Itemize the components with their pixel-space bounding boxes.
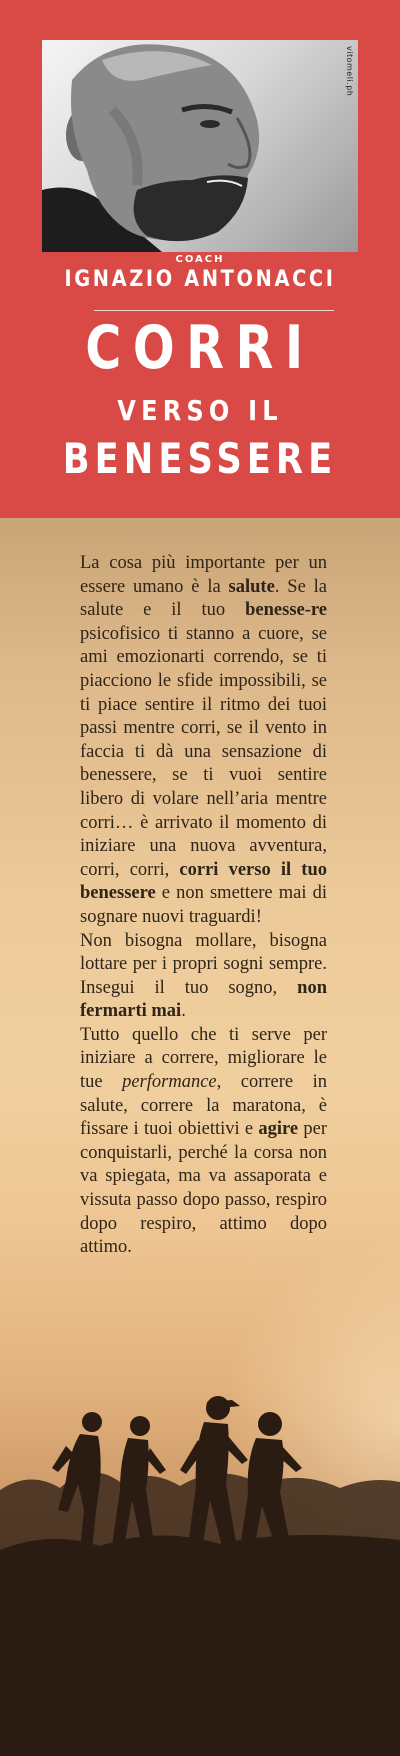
paragraph-3 [80,1024,327,1260]
text-span: Non bisogna mollare, bisogna lottare per i propri sogni sempre. Insegui il tuo sogno, [80,930,327,998]
italic-performance: performance [122,1072,217,1093]
bold-benessere: benesse-re [245,600,327,621]
bold-salute: salute [228,576,275,597]
text-span: . Se la salute e il tuo [80,576,327,621]
title-line-1: CORRI [85,313,315,383]
bold-corri-verso: corri verso il tuo benessere [80,859,327,904]
photo-credit: vitomeli.ph [345,46,354,97]
text-span: , correre in salute, correre la maratona, è fissare i tuoi obiettivi e [80,1072,327,1140]
text-span: psicofisico ti stanno a cuore, se ami emozionarti correndo, se ti piacciono le sfide impossibili, se ti piace sentire il ritmo dei tuoi passi mentre corri, se il vento in faccia ti dà una sensazione di benessere, se ti vuoi sentire libero di volare nell’aria mentre corri… è arrivato il momento di iniziare una nuova avventura, corri, corri, [80,623,327,880]
title-line-3: BENESSERE [62,434,338,483]
bold-agire: agire [258,1119,299,1140]
author-portrait-illustration [42,40,358,252]
text-span: Tutto quello che ti serve per iniziare a correre, migliorare le tue [80,1024,327,1093]
text-span: per conquistarli, perché la corsa non va spiegata, ma va assaporata e vissuta passo dopo passo, respiro dopo respiro, attimo dopo attimo. [80,1119,328,1258]
author-photo [42,40,358,252]
body-text [80,552,327,1260]
divider-rule [94,310,334,311]
author-name: IGNAZIO ANTONACCI [64,267,336,292]
bold-non-fermarti: non fermarti mai [80,977,327,1022]
text-span: . [181,1001,186,1022]
paragraph-2 [80,930,327,1024]
text-span: e non smettere mai di sognare nuovi traguardi! [80,883,327,927]
runners-silhouette [0,1350,400,1756]
title-line-2: VERSO IL [117,394,283,427]
header-banner [0,0,400,518]
paragraph-1 [80,552,327,930]
text-span: La cosa più importante per un essere umano è la [80,553,327,597]
coach-label: COACH [175,254,225,265]
